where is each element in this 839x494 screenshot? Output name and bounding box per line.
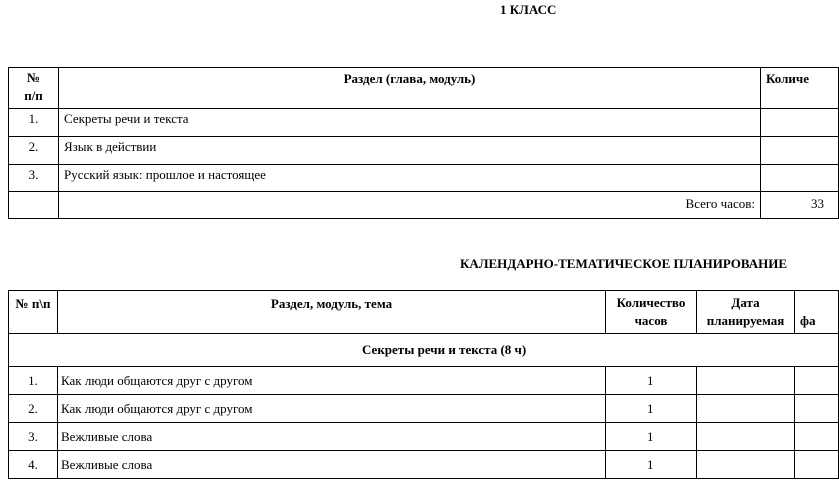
planning-table [8, 290, 839, 479]
row-number: 2. [9, 395, 58, 423]
row-count [761, 165, 839, 192]
row-number: 4. [9, 451, 58, 479]
header-hours [606, 291, 697, 334]
table-row [9, 165, 839, 192]
section-title [9, 334, 839, 367]
row-section-name: Язык в действии [59, 137, 761, 165]
header-number-line2: п/п [24, 88, 43, 103]
row-topic: Вежливые слова [58, 451, 606, 479]
class-heading: 1 КЛАСС [500, 2, 557, 17]
header-date-line1: Дата [731, 295, 760, 310]
row-hours: 1 [606, 395, 697, 423]
row-number: 3. [9, 423, 58, 451]
header-date-fact: фа [795, 291, 839, 334]
row-section-name: Секреты речи и текста [59, 109, 761, 137]
table-row [9, 109, 839, 137]
total-empty-cell [9, 192, 59, 219]
total-value: 33 [761, 192, 839, 219]
header-hours-line2: часов [634, 313, 668, 328]
header-count: Количе [761, 68, 839, 109]
table-row [9, 451, 839, 479]
row-date-fact [795, 423, 839, 451]
row-date-planned [697, 367, 795, 395]
row-date-planned [697, 395, 795, 423]
header-number: № п\п [9, 291, 58, 334]
section-row [9, 334, 839, 367]
header-topic: Раздел, модуль, тема [58, 291, 606, 334]
row-date-fact [795, 451, 839, 479]
header-date-line2: планируемая [706, 313, 785, 328]
header-number [9, 68, 59, 109]
table-row [9, 137, 839, 165]
row-count [761, 109, 839, 137]
table-row [9, 395, 839, 423]
table-row [9, 367, 839, 395]
row-hours: 1 [606, 367, 697, 395]
table-row [9, 423, 839, 451]
header-hours-line1: Количество [616, 295, 686, 310]
row-topic: Как люди общаются друг с другом [58, 367, 606, 395]
row-date-planned [697, 423, 795, 451]
row-date-fact [795, 395, 839, 423]
total-label: Всего часов: [59, 192, 761, 219]
total-row [9, 192, 839, 219]
row-section-name: Русский язык: прошлое и настоящее [59, 165, 761, 192]
row-number: 1. [9, 109, 59, 137]
header-number-line1: № [26, 70, 41, 85]
table-header-row [9, 68, 839, 109]
row-number: 3. [9, 165, 59, 192]
header-section: Раздел (глава, модуль) [59, 68, 761, 109]
row-topic: Как люди общаются друг с другом [58, 395, 606, 423]
row-date-planned [697, 451, 795, 479]
header-date-planned [697, 291, 795, 334]
table-header-row [9, 291, 839, 334]
section-title-text: Секреты речи и текста (8 ч) [362, 342, 527, 357]
sections-table [8, 67, 839, 219]
row-number: 2. [9, 137, 59, 165]
planning-heading: КАЛЕНДАРНО-ТЕМАТИЧЕСКОЕ ПЛАНИРОВАНИЕ [460, 256, 788, 271]
row-hours: 1 [606, 423, 697, 451]
row-date-fact [795, 367, 839, 395]
row-number: 1. [9, 367, 58, 395]
row-hours: 1 [606, 451, 697, 479]
row-topic: Вежливые слова [58, 423, 606, 451]
row-count [761, 137, 839, 165]
